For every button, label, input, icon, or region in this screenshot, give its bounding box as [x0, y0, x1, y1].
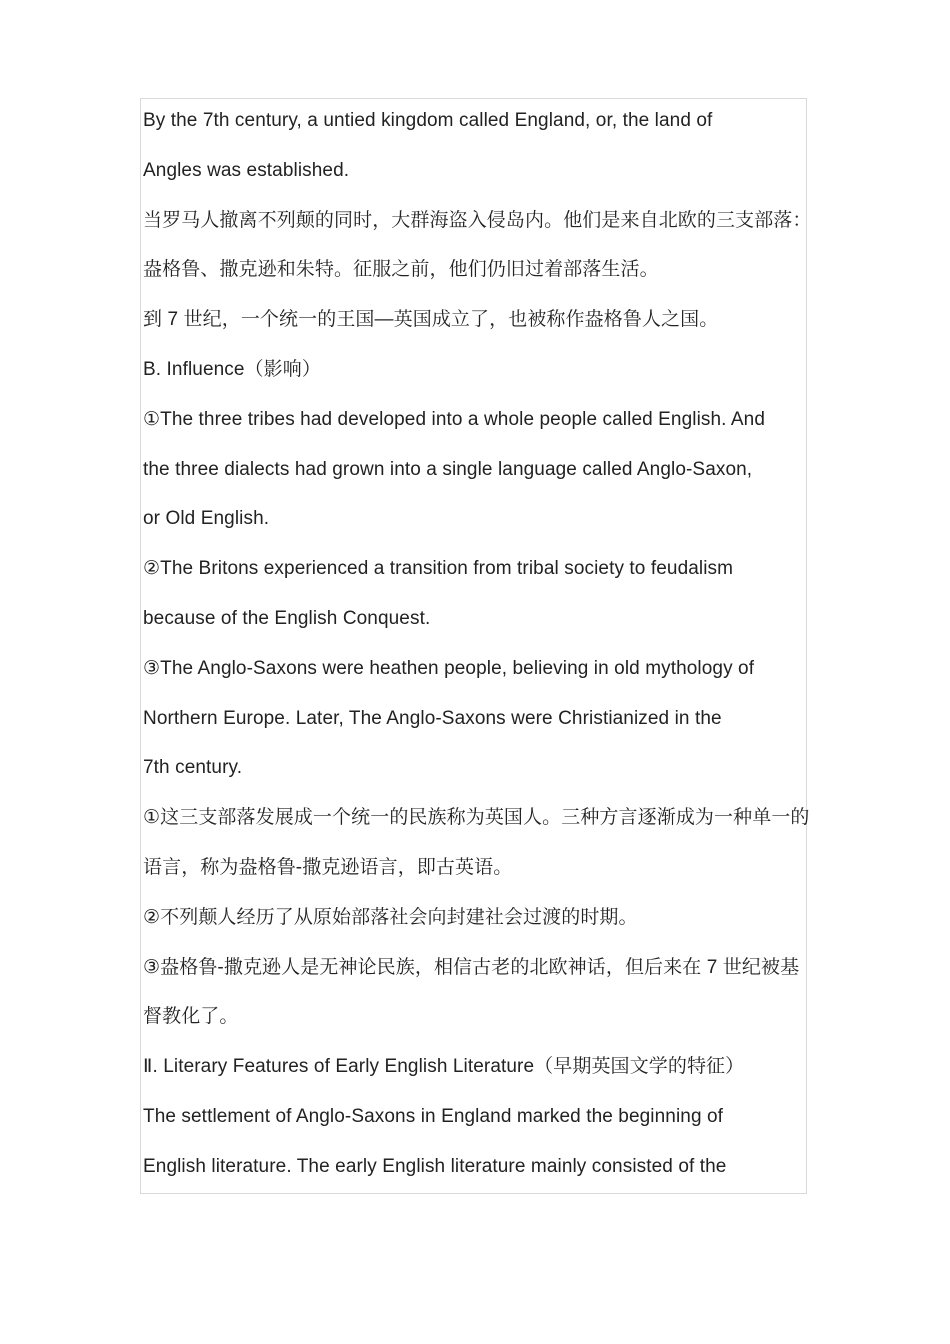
- section-heading-influence: B. Influence（影响）: [143, 358, 321, 380]
- text-line: ②The Britons experienced a transition from tribal society to feudalism: [143, 558, 734, 580]
- text-line: English literature. The early English literature mainly consisted of the: [143, 1155, 727, 1177]
- text-line: Northern Europe. Later, The Anglo-Saxons were Christianized in the: [143, 707, 722, 729]
- text-line: 7th century.: [143, 757, 243, 779]
- text-line: 当罗马人撤离不列颠的同时，大群海盗入侵岛内。他们是来自北欧的三支部落：: [143, 209, 812, 231]
- text-line: ①The three tribes had developed into a whole people called English. And: [143, 408, 765, 430]
- text-line: ②不列颠人经历了从原始部落社会向封建社会过渡的时期。: [143, 906, 638, 928]
- text-line: 盎格鲁、撒克逊和朱特。征服之前，他们仍旧过着部落生活。: [143, 259, 659, 281]
- text-line: ③盎格鲁-撒克逊人是无神论民族，相信古老的北欧神话，但后来在 7 世纪被基: [143, 956, 800, 978]
- text-line: ③The Anglo-Saxons were heathen people, believing in old mythology of: [143, 657, 755, 679]
- text-line: because of the English Conquest.: [143, 607, 431, 629]
- text-line: 到 7 世纪，一个统一的王国—英国成立了，也被称作盎格鲁人之国。: [143, 309, 719, 331]
- text-line: The settlement of Anglo-Saxons in England marked the beginning of: [143, 1105, 724, 1127]
- section-heading-literary-features: Ⅱ. Literary Features of Early English Literature（早期英国文学的特征）: [143, 1056, 745, 1078]
- text-line: or Old English.: [143, 508, 270, 530]
- text-line: 语言，称为盎格鲁-撒克逊语言，即古英语。: [143, 856, 513, 878]
- document-text-body: [143, 96, 843, 1192]
- text-line: ①这三支部落发展成一个统一的民族称为英国人。三种方言逐渐成为一种单一的: [143, 807, 810, 829]
- text-line: Angles was established.: [143, 159, 350, 181]
- text-line: the three dialects had grown into a single language called Anglo-Saxon,: [143, 458, 753, 480]
- text-line: 督教化了。: [143, 1006, 239, 1028]
- text-line: By the 7th century, a untied kingdom called England, or, the land of: [143, 110, 713, 131]
